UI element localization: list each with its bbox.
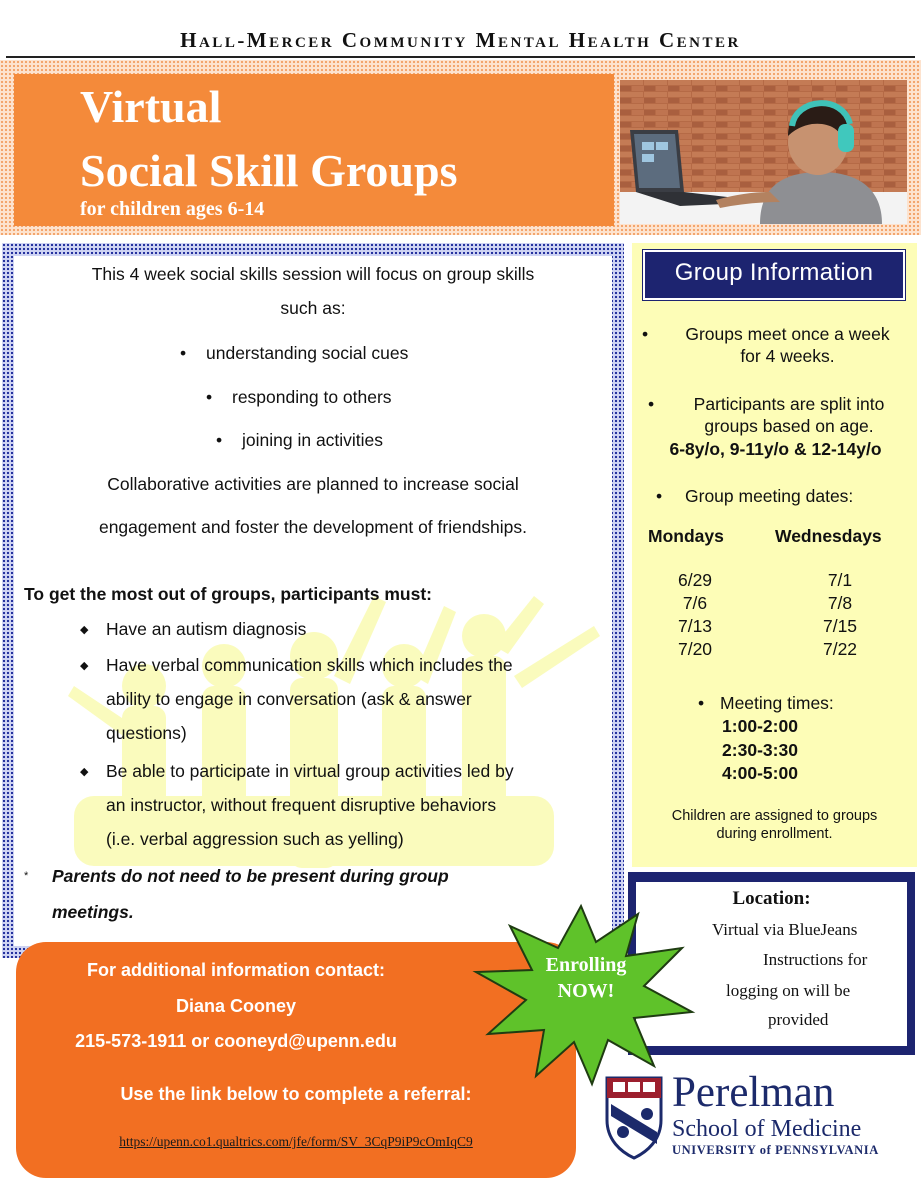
- skill-bullet-icon: •: [216, 430, 223, 450]
- monday-date: 6/29: [677, 570, 713, 590]
- requirement-line: questions): [106, 723, 187, 743]
- burst-line-2: NOW!: [557, 980, 615, 1002]
- day-heading-mondays: Mondays: [648, 526, 724, 546]
- location-line-1: Virtual via BlueJeans: [712, 920, 858, 939]
- diamond-bullet-icon: ◆: [80, 624, 89, 636]
- parents-note-line-2: meetings.: [52, 902, 134, 922]
- wednesday-date: 7/15: [822, 616, 858, 636]
- assignment-note-line-1: Children are assigned to groups: [671, 808, 878, 824]
- info-bullet-2-line-1: Participants are split into: [693, 394, 885, 414]
- skill-item: responding to others: [232, 387, 392, 407]
- intro-line-2: such as:: [280, 298, 346, 318]
- group-information-title: Group Information: [674, 259, 874, 286]
- logo-perelman: Perelman: [672, 1069, 835, 1116]
- meeting-time: 1:00-2:00: [722, 716, 798, 736]
- burst-line-1: Enrolling: [545, 954, 627, 976]
- meeting-times-label: Meeting times:: [720, 693, 834, 713]
- penn-shield-logo: [603, 1074, 665, 1160]
- wednesday-date: 7/1: [827, 570, 853, 590]
- requirement-line: ability to engage in conversation (ask & answer: [106, 689, 472, 709]
- monday-date: 7/6: [682, 593, 708, 613]
- referral-link[interactable]: https://upenn.co1.qualtrics.com/jfe/form/SV_3CqP9iP9cOmIqC9: [119, 1134, 473, 1149]
- info-bullet-icon: •: [648, 394, 655, 414]
- monday-date: 7/20: [677, 639, 713, 659]
- assignment-note-line-2: during enrollment.: [716, 826, 833, 842]
- skill-item: understanding social cues: [206, 343, 409, 363]
- parents-note-line-1: Parents do not need to be present during group: [52, 866, 449, 886]
- info-bullet-1-line-1: Groups meet once a week: [685, 324, 890, 344]
- meeting-time: 4:00-5:00: [722, 763, 798, 783]
- info-bullet-icon: •: [642, 324, 649, 344]
- info-bullet-2-line-2: groups based on age.: [704, 416, 874, 436]
- flyer-title-line1: Virtual: [80, 81, 222, 132]
- info-bullet-icon: •: [656, 486, 663, 506]
- collab-line-1: Collaborative activities are planned to increase social: [107, 474, 519, 494]
- intro-line-1: This 4 week social skills session will focus on group skills: [91, 264, 535, 284]
- requirement-line: Have an autism diagnosis: [106, 619, 307, 639]
- skill-item: joining in activities: [242, 430, 384, 450]
- monday-date: 7/13: [677, 616, 713, 636]
- flyer-subtitle: for children ages 6-14: [80, 198, 265, 220]
- day-heading-wednesdays: Wednesdays: [775, 526, 882, 546]
- location-heading: Location:: [732, 888, 811, 909]
- skill-bullet-icon: •: [206, 387, 213, 407]
- age-groups: 6-8y/o, 9-11y/o & 12-14y/o: [669, 439, 882, 459]
- info-bullet-icon: •: [698, 693, 705, 713]
- flyer-title-line2: Social Skill Groups: [80, 145, 458, 196]
- skill-bullet-icon: •: [180, 343, 187, 363]
- collab-line-2: engagement and foster the development of friendships.: [98, 517, 528, 537]
- wednesday-date: 7/8: [827, 593, 853, 613]
- requirement-line: Be able to participate in virtual group activities led by: [106, 761, 514, 781]
- diamond-bullet-icon: ◆: [80, 660, 89, 672]
- contact-phone-email: 215-573-1911 or cooneyd@upenn.edu: [75, 1031, 397, 1051]
- contact-name: Diana Cooney: [175, 996, 297, 1016]
- center-name: Hall-Mercer Community Mental Health Center: [180, 28, 741, 52]
- requirement-line: an instructor, without frequent disruptive behaviors: [106, 795, 497, 815]
- contact-heading: For additional information contact:: [87, 960, 385, 980]
- meeting-time: 2:30-3:30: [722, 740, 798, 760]
- wednesday-date: 7/22: [822, 639, 858, 659]
- asterisk-icon: *: [24, 870, 29, 882]
- logo-university: UNIVERSITY of PENNSYLVANIA: [672, 1143, 879, 1157]
- location-line-4: provided: [768, 1010, 829, 1029]
- info-bullet-1-line-2: for 4 weeks.: [740, 346, 835, 366]
- header-rule: [6, 56, 915, 58]
- referral-prompt: Use the link below to complete a referral:: [120, 1084, 472, 1104]
- requirements-heading: To get the most out of groups, participants must:: [24, 584, 433, 604]
- requirement-line: (i.e. verbal aggression such as yelling): [106, 829, 404, 849]
- location-line-2: Instructions for: [763, 950, 868, 969]
- child-laptop-photo: [620, 80, 907, 224]
- location-line-3: logging on will be: [726, 981, 851, 1000]
- logo-school-of-medicine: School of Medicine: [672, 1116, 862, 1142]
- meeting-dates-label: Group meeting dates:: [685, 486, 854, 506]
- diamond-bullet-icon: ◆: [80, 766, 89, 778]
- requirement-line: Have verbal communication skills which includes the: [106, 655, 513, 675]
